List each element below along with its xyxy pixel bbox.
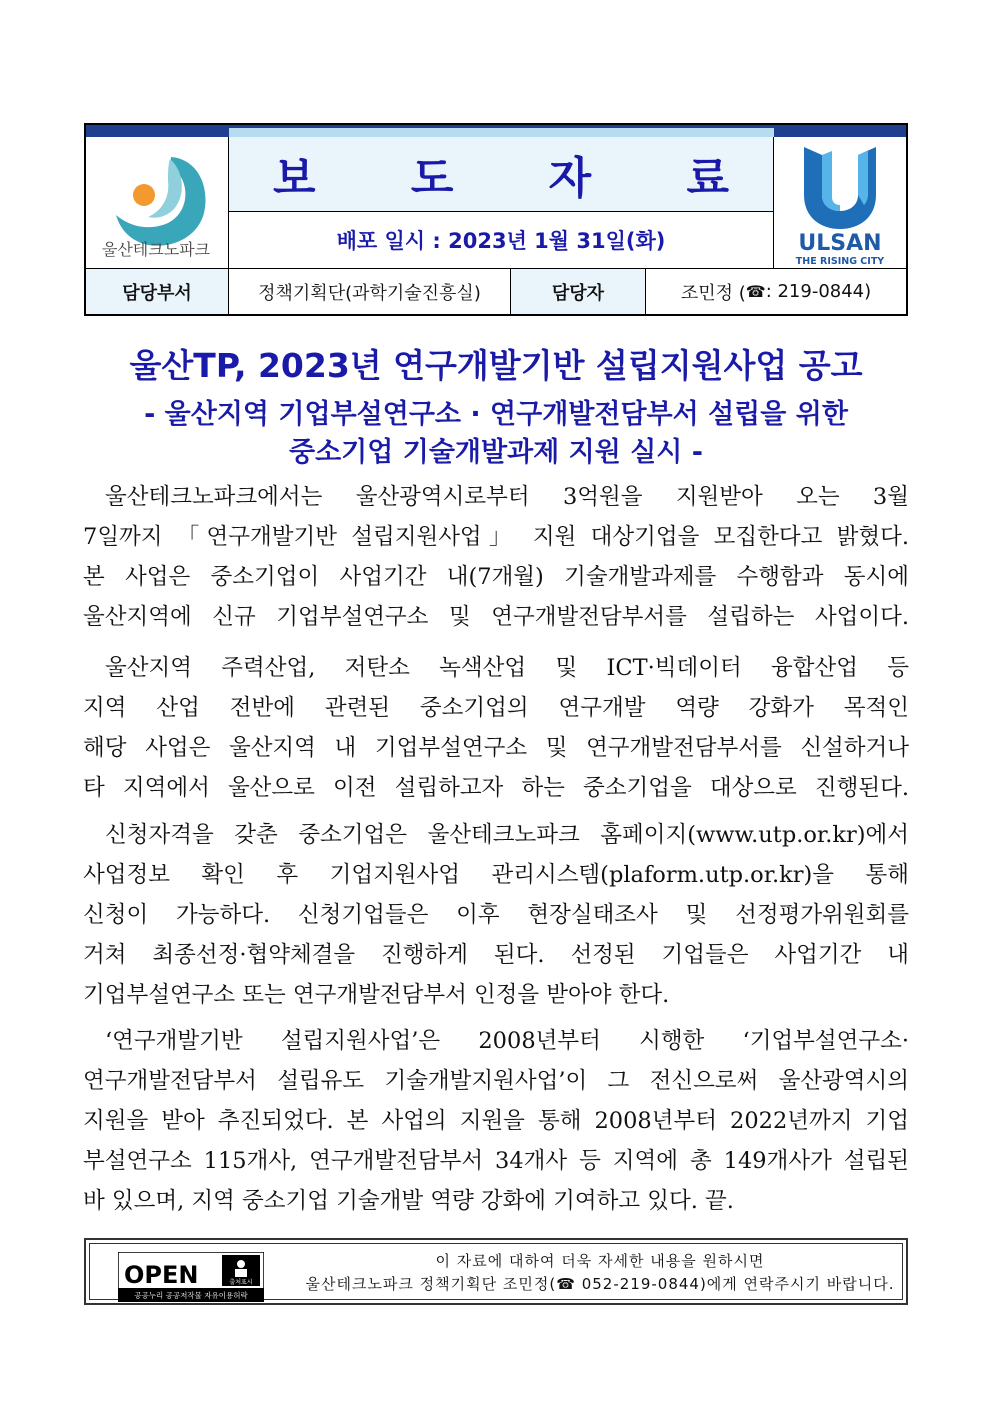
title-cell bbox=[229, 137, 774, 212]
ulsan-logo-text: ULSAN bbox=[798, 231, 882, 256]
paragraph-3 bbox=[83, 815, 909, 1015]
paragraph-line: 울산테크노파크에서는 울산광역시로부터 3억원을 지원받아 오는 3월 bbox=[105, 484, 909, 510]
contact-phone: : 219-0844) bbox=[765, 281, 872, 302]
footer-line2 bbox=[290, 1273, 910, 1296]
footer-line2-b: 052-219-0844)에게 연락주시기 바랍니다. bbox=[575, 1275, 895, 1293]
ulsan-city-logo bbox=[774, 137, 906, 269]
contact-name: 조민정 ( bbox=[680, 282, 746, 304]
press-release-header bbox=[84, 123, 908, 316]
paragraph-4 bbox=[83, 1021, 909, 1221]
ulsan-logo-sub: THE RISING CITY bbox=[795, 256, 885, 267]
phone-icon: ☎ bbox=[745, 282, 766, 301]
date-cell bbox=[229, 212, 774, 269]
headline-sub bbox=[0, 396, 992, 472]
kogl-open-badge bbox=[118, 1252, 264, 1302]
paragraph-line: 울산지역에 신규 기업부설연구소 및 연구개발전담부서를 설립하는 사업이다. bbox=[83, 604, 909, 630]
paragraph-line: 사업정보 확인 후 기업지원사업 관리시스템(plaform.utp.or.kr)을 통해 bbox=[83, 862, 909, 888]
dept-label: 담당부서 bbox=[86, 269, 229, 314]
open-sub-text: 공공누리 공공저작물 자유이용허락 bbox=[134, 1291, 248, 1300]
paragraph-line: 신청자격을 갖춘 중소기업은 울산테크노파크 홈페이지(www.utp.or.kr)에서 bbox=[105, 822, 909, 848]
paragraph-line: 지역 산업 전반에 관련된 중소기업의 연구개발 역량 강화가 목적인 bbox=[83, 695, 909, 721]
headline-sub-line1: - 울산지역 기업부설연구소 · 연구개발전담부서 설립을 위한 bbox=[144, 399, 848, 430]
headline-sub-line2: 중소기업 기술개발과제 지원 실시 - bbox=[289, 437, 703, 468]
paragraph-line: 기업부설연구소 또는 연구개발전담부서 인정을 받아야 한다. bbox=[83, 982, 670, 1008]
open-badge-label: 출처표시 bbox=[229, 1279, 253, 1286]
utp-logo-text: 울산테크노파크 bbox=[101, 240, 211, 259]
page-title: 보 도 자 료 bbox=[273, 153, 769, 204]
paragraph-line: 신청이 가능하다. 신청기업들은 이후 현장실태조사 및 선정평가위원회를 bbox=[83, 902, 909, 928]
paragraph-line: 부설연구소 115개사, 연구개발전담부서 34개사 등 지역에 총 149개사가 설립된 bbox=[83, 1148, 909, 1174]
paragraph-1 bbox=[83, 477, 909, 637]
contact-value bbox=[646, 269, 906, 314]
paragraph-line: 본 사업은 중소기업이 사업기간 내(7개월) 기술개발과제를 수행함과 동시에 bbox=[83, 564, 909, 590]
footer-line1: 이 자료에 대하여 더욱 자세한 내용을 원하시면 bbox=[435, 1252, 765, 1270]
footer-text bbox=[290, 1250, 910, 1296]
phone-icon: ☎ bbox=[556, 1275, 576, 1293]
contact-footer bbox=[84, 1238, 908, 1305]
paragraph-line: 거쳐 최종선정·협약체결을 진행하게 된다. 선정된 기업들은 사업기간 내 bbox=[83, 942, 909, 968]
headline-main: 울산TP, 2023년 연구개발기반 설립지원사업 공고 bbox=[129, 346, 863, 385]
paragraph-line: 연구개발전담부서 설립유도 기술개발지원사업’이 그 전신으로써 울산광역시의 bbox=[83, 1068, 909, 1094]
paragraph-line: ‘연구개발기반 설립지원사업’은 2008년부터 시행한 ‘기업부설연구소· bbox=[105, 1028, 909, 1054]
utp-logo bbox=[86, 137, 229, 269]
contact-label: 담당자 bbox=[511, 269, 646, 314]
open-logo-text: OPEN bbox=[124, 1261, 199, 1289]
release-date: 배포 일시 : 2023년 1월 31일(화) bbox=[336, 229, 666, 253]
paragraph-line: 타 지역에서 울산으로 이전 설립하고자 하는 중소기업을 대상으로 진행된다. bbox=[83, 775, 909, 801]
paragraph-line: 7일까지 「연구개발기반 설립지원사업」 지원 대상기업을 모집한다고 밝혔다. bbox=[83, 524, 909, 550]
paragraph-line: 울산지역 주력산업, 저탄소 녹색산업 및 ICT·빅데이터 융합산업 등 bbox=[105, 655, 909, 681]
paragraph-2 bbox=[83, 648, 909, 808]
dept-value: 정책기획단(과학기술진흥실) bbox=[229, 269, 511, 314]
paragraph-line: 해당 사업은 울산지역 내 기업부설연구소 및 연구개발전담부서를 신설하거나 bbox=[83, 735, 909, 761]
paragraph-line: 지원을 받아 추진되었다. 본 사업의 지원을 통해 2008년부터 2022년까지 기업 bbox=[83, 1108, 909, 1134]
footer-line2-a: 울산테크노파크 정책기획단 조민정( bbox=[305, 1275, 557, 1293]
header-top-bar bbox=[86, 125, 906, 137]
paragraph-line: 바 있으며, 지역 중소기업 기술개발 역량 강화에 기여하고 있다. 끝. bbox=[83, 1188, 734, 1214]
